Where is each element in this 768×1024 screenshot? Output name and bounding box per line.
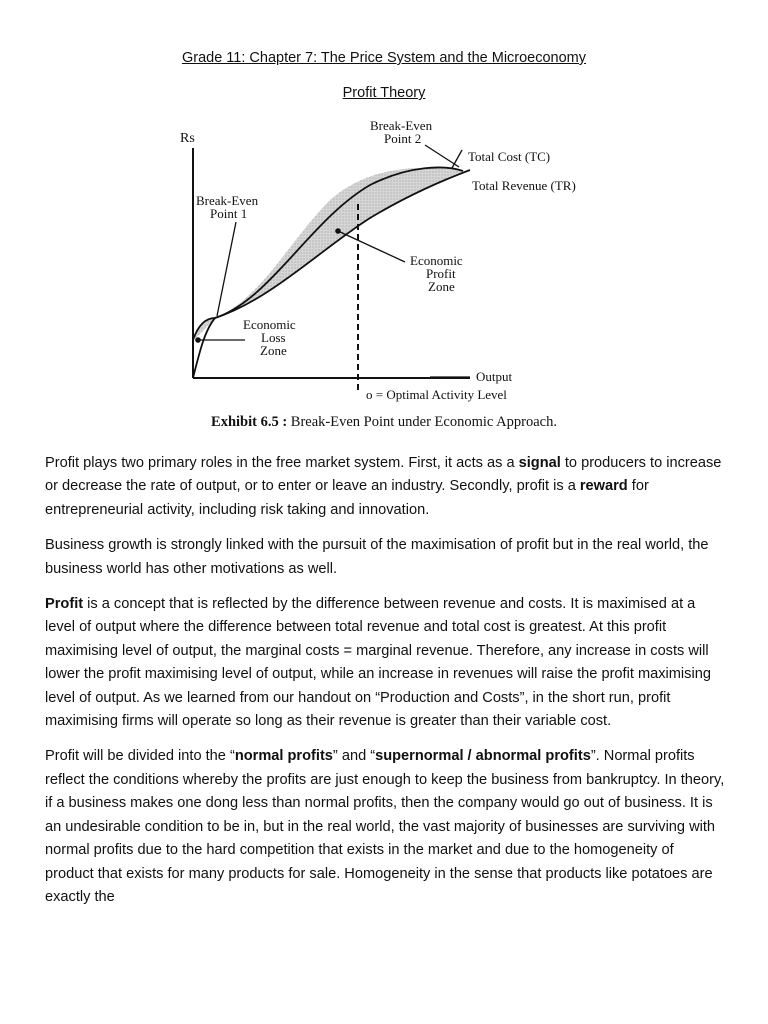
profit-zone-label-line1: Economic [410,253,463,268]
text-run: is a concept that is reflected by the difference between revenue and costs. It is maximised at a level of output where the difference between total revenue and total cost is greatest. At this profit maximising level of output, the marginal costs = marginal revenue. Therefore, any increase in costs will lower the profit maximising level of output, while an increase in revenues will raise the profit maximising level of output. As we learned from our handout on “Production and Costs”, in the short run, profit maximising firms will operate so long as their revenue is greater than their variable cost. [45,596,711,730]
bold-term: supernormal / abnormal profits [375,748,591,765]
text-run: Business growth is strongly linked with the pursuit of the maximisation of profit but in the real world, the business world has other motivations as well. [45,537,709,577]
optimal-level-label: o = Optimal Activity Level [366,387,507,402]
section-title: Profit Theory [342,85,426,101]
text-run: for entrepreneurial activity, including risk taking and innovation. [45,478,649,518]
bold-term: Profit [45,596,84,613]
bep1-label-line1: Break-Even [196,193,259,208]
text-run: to producers to increase or decrease the rate of output, or to enter or leave an industry. Secondly, profit is a [45,455,722,495]
paragraph [45,452,725,522]
break-even-diagram [0,0,768,440]
paragraph [45,593,725,733]
profit-zone-label-line2: Profit [426,266,456,281]
tc-label: Total Cost (TC) [468,149,551,164]
bep2-label-line2: Point 2 [384,131,422,146]
paragraph [45,534,725,581]
text-run: ”. Normal profits reflect the conditions whereby the profits are just enough to keep the business from bankruptcy. In theory, if a business makes one dong less than normal profits, then the company would go out of business. It is an undesirable condition to be in, but in the real world, the vast majority of businesses are surviving with normal profits due to the hard competition that exists in the market and due to the homogeneity of product that exists for many products for sale. Homogeneity in the sense that products like potatoes are exactly the [45,748,725,905]
document-title: Grade 11: Chapter 7: The Price System and the Microeconomy [181,50,587,66]
loss-zone-label-line1: Economic [243,317,296,332]
bep1-label-line2: Point 1 [210,206,248,221]
caption-text: Break-Even Point under Economic Approach. [287,414,557,430]
figure-caption [0,414,768,431]
body-text [45,452,725,921]
text-run: ” and “ [332,748,376,765]
loss-zone-label-line3: Zone [260,343,287,358]
profit-zone-label-line3: Zone [428,279,455,294]
text-run: Profit plays two primary roles in the free market system. First, it acts as a [45,455,519,471]
bep2-label-line1: Break-Even [370,118,433,133]
y-axis-label: Rs [180,131,195,146]
bold-term: normal profits [234,748,333,765]
loss-zone-label-line2: Loss [261,330,286,345]
text-run: Profit will be divided into the “ [45,748,235,765]
paragraph [45,745,725,909]
profit-pointer [338,231,405,262]
caption-label: Exhibit 6.5 : [211,414,288,430]
bep1-pointer [217,222,236,316]
x-axis-label: Output [476,369,513,384]
tr-label: Total Revenue (TR) [472,178,576,193]
bold-term: reward [579,478,628,495]
bold-term: signal [518,455,561,471]
